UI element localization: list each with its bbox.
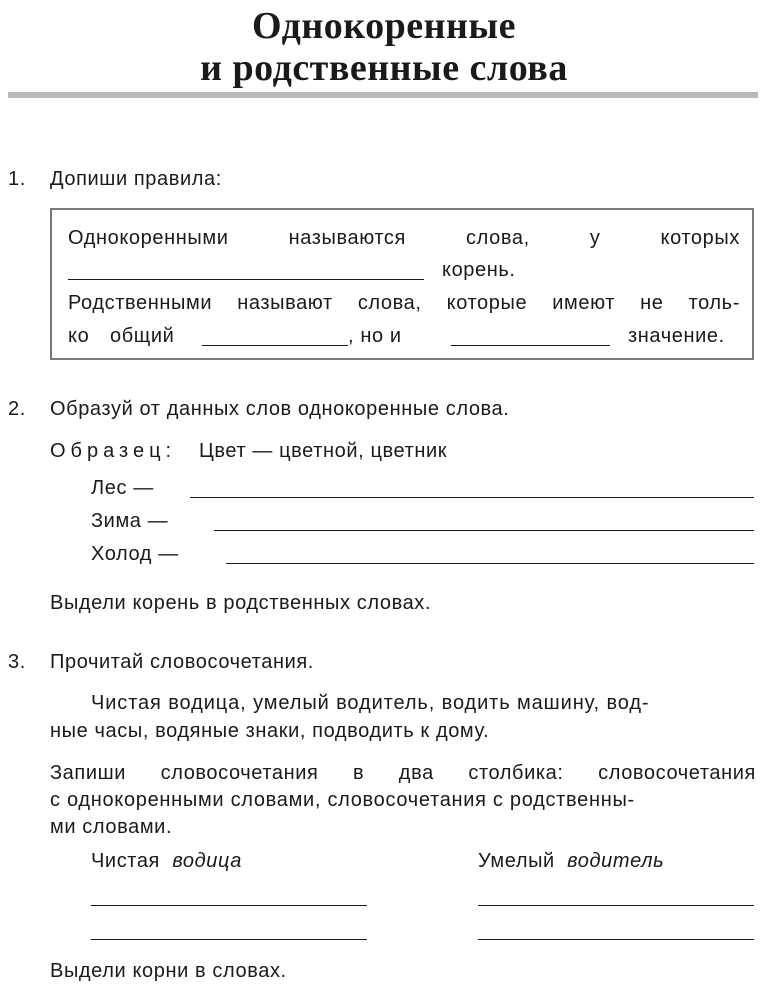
column2-italic: водитель	[567, 850, 665, 872]
sample-text: Цвет — цветной, цветник	[199, 440, 448, 462]
rule-word: называются	[288, 227, 406, 249]
task1-number: 1.	[8, 168, 26, 190]
task2-prompt: Образуй от данных слов однокоренные слова.	[50, 398, 510, 420]
phrases-line1: Чистая водица, умелый водитель, водить машину, вод-	[91, 692, 650, 714]
phrases-line2: ные часы, водяные знаки, подводить к дому.	[50, 720, 490, 742]
answer-line[interactable]	[226, 563, 754, 564]
column1-heading	[91, 850, 242, 873]
task2-footer: Выдели корень в родственных словах.	[50, 592, 432, 614]
task3-footer: Выдели корни в словах.	[50, 960, 287, 982]
rule-word: слова,	[357, 292, 422, 314]
rule1-line1	[68, 227, 740, 250]
rule-word: толь-	[688, 292, 740, 314]
task1-prompt: Допиши правила:	[50, 168, 222, 190]
answer-line[interactable]	[190, 497, 754, 498]
answer-line[interactable]	[478, 905, 754, 906]
rule2-line1	[68, 292, 740, 315]
answer-line[interactable]	[91, 939, 367, 940]
rule-word: у	[589, 227, 601, 249]
rule2-common: общий	[110, 325, 175, 347]
rule1-line2-end: корень.	[442, 259, 516, 281]
instruction-line3: ми словами.	[50, 816, 173, 838]
rule-word: называют	[237, 292, 333, 314]
instr-word: два	[398, 762, 434, 784]
task2-number: 2.	[8, 398, 26, 420]
answer-line[interactable]	[91, 905, 367, 906]
rule-word: не	[640, 292, 664, 314]
instruction-line2: с однокоренными словами, словосочетания с родственны-	[50, 789, 635, 811]
blank-root-line[interactable]	[68, 279, 424, 280]
sample-label: Образец:	[50, 440, 177, 462]
rule-word: Родственными	[68, 292, 213, 314]
rule2-meaning: значение.	[628, 325, 725, 347]
answer-line[interactable]	[478, 939, 754, 940]
blank-common-line[interactable]	[202, 345, 348, 346]
rule-word: которых	[660, 227, 740, 249]
rule-word: слова,	[466, 227, 530, 249]
rule2-but: , но и	[348, 325, 402, 347]
task3-number: 3.	[8, 651, 26, 673]
title-divider	[8, 92, 758, 98]
column2-plain: Умелый	[478, 850, 555, 872]
task3-prompt: Прочитай словосочетания.	[50, 651, 314, 673]
rule2-ko: ко	[68, 325, 90, 347]
instruction-line1	[50, 762, 756, 785]
word-winter: Зима —	[91, 510, 169, 532]
rule-word: имеют	[552, 292, 616, 314]
instr-word: Запиши	[50, 762, 127, 784]
column1-plain: Чистая	[91, 850, 160, 872]
rule-word: которые	[446, 292, 528, 314]
rule-word: Однокоренными	[68, 227, 229, 249]
answer-line[interactable]	[214, 530, 754, 531]
instr-word: словосочетания	[598, 762, 756, 784]
word-forest: Лес —	[91, 477, 154, 499]
instr-word: словосочетания	[160, 762, 319, 784]
page-title-line2: и родственные слова	[200, 47, 568, 89]
blank-meaning-line[interactable]	[451, 345, 610, 346]
column1-italic: водица	[172, 850, 243, 872]
instr-word: столбика:	[468, 762, 564, 784]
word-cold: Холод —	[91, 543, 179, 565]
column2-heading	[478, 850, 664, 873]
instr-word: в	[353, 762, 365, 784]
page-title-line1: Однокоренные	[252, 5, 516, 47]
